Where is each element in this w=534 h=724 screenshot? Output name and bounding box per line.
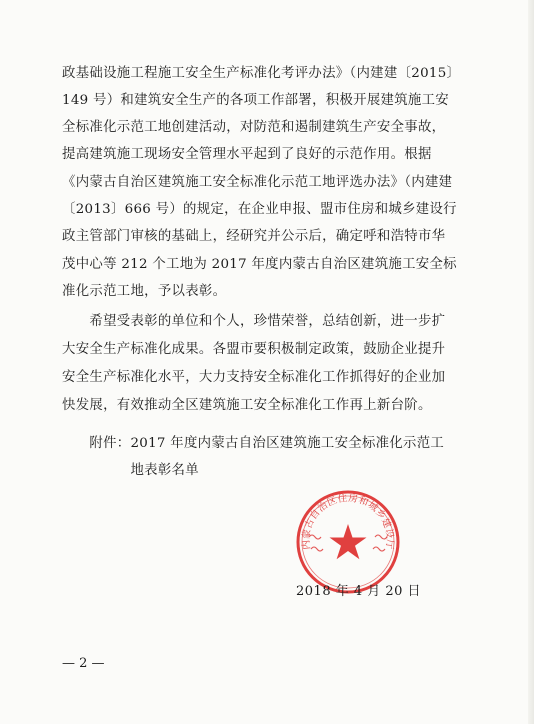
body-line: 政基础设施工程施工安全生产标准化考评办法》（内建建〔2015〕: [62, 66, 461, 81]
body-line: 附件：2017 年度内蒙古自治区建筑施工安全标准化示范工: [62, 436, 445, 451]
page-number: — 2 —: [62, 656, 105, 671]
scan-edge: [528, 0, 534, 724]
body-line: 《内蒙古自治区建筑施工安全标准化示范工地评选办法》（内建建: [62, 175, 453, 190]
svg-text:内蒙古自治区住房和城乡建设厅: 内蒙古自治区住房和城乡建设厅: [300, 492, 396, 551]
issue-date: 2018 年 4 月 20 日: [296, 584, 422, 599]
body-line: 安全生产标准化水平，大力支持安全标准化工作抓得好的企业加: [62, 370, 446, 385]
body-line: 希望受表彰的单位和个人，珍惜荣誉，总结创新，进一步扩: [62, 314, 446, 329]
body-line: 地表彰名单: [62, 463, 199, 478]
body-line: 149 号）和建筑安全生产的各项工作部署，积极开展建筑施工安: [62, 93, 449, 108]
body-line: 全标准化示范工地创建活动，对防范和遏制建筑生产安全事故，: [62, 120, 446, 135]
body-line: 提高建筑施工现场安全管理水平起到了良好的示范作用。根据: [62, 147, 432, 162]
body-line: 茂中心等 212 个工地为 2017 年度内蒙古自治区建筑施工安全标: [62, 257, 457, 272]
body-line: 大安全生产标准化成果。各盟市要积极制定政策，鼓励企业提升: [62, 342, 446, 357]
body-line: 政主管部门审核的基础上，经研究并公示后，确定呼和浩特市华: [62, 229, 446, 244]
body-line: 快发展，有效推动全区建筑施工安全标准化工作再上新台阶。: [62, 398, 432, 413]
body-line: 〔2013〕666 号）的规定，在企业申报、盟市住房和城乡建设行: [62, 202, 457, 217]
body-line: 准化示范工地，予以表彰。: [62, 284, 227, 299]
